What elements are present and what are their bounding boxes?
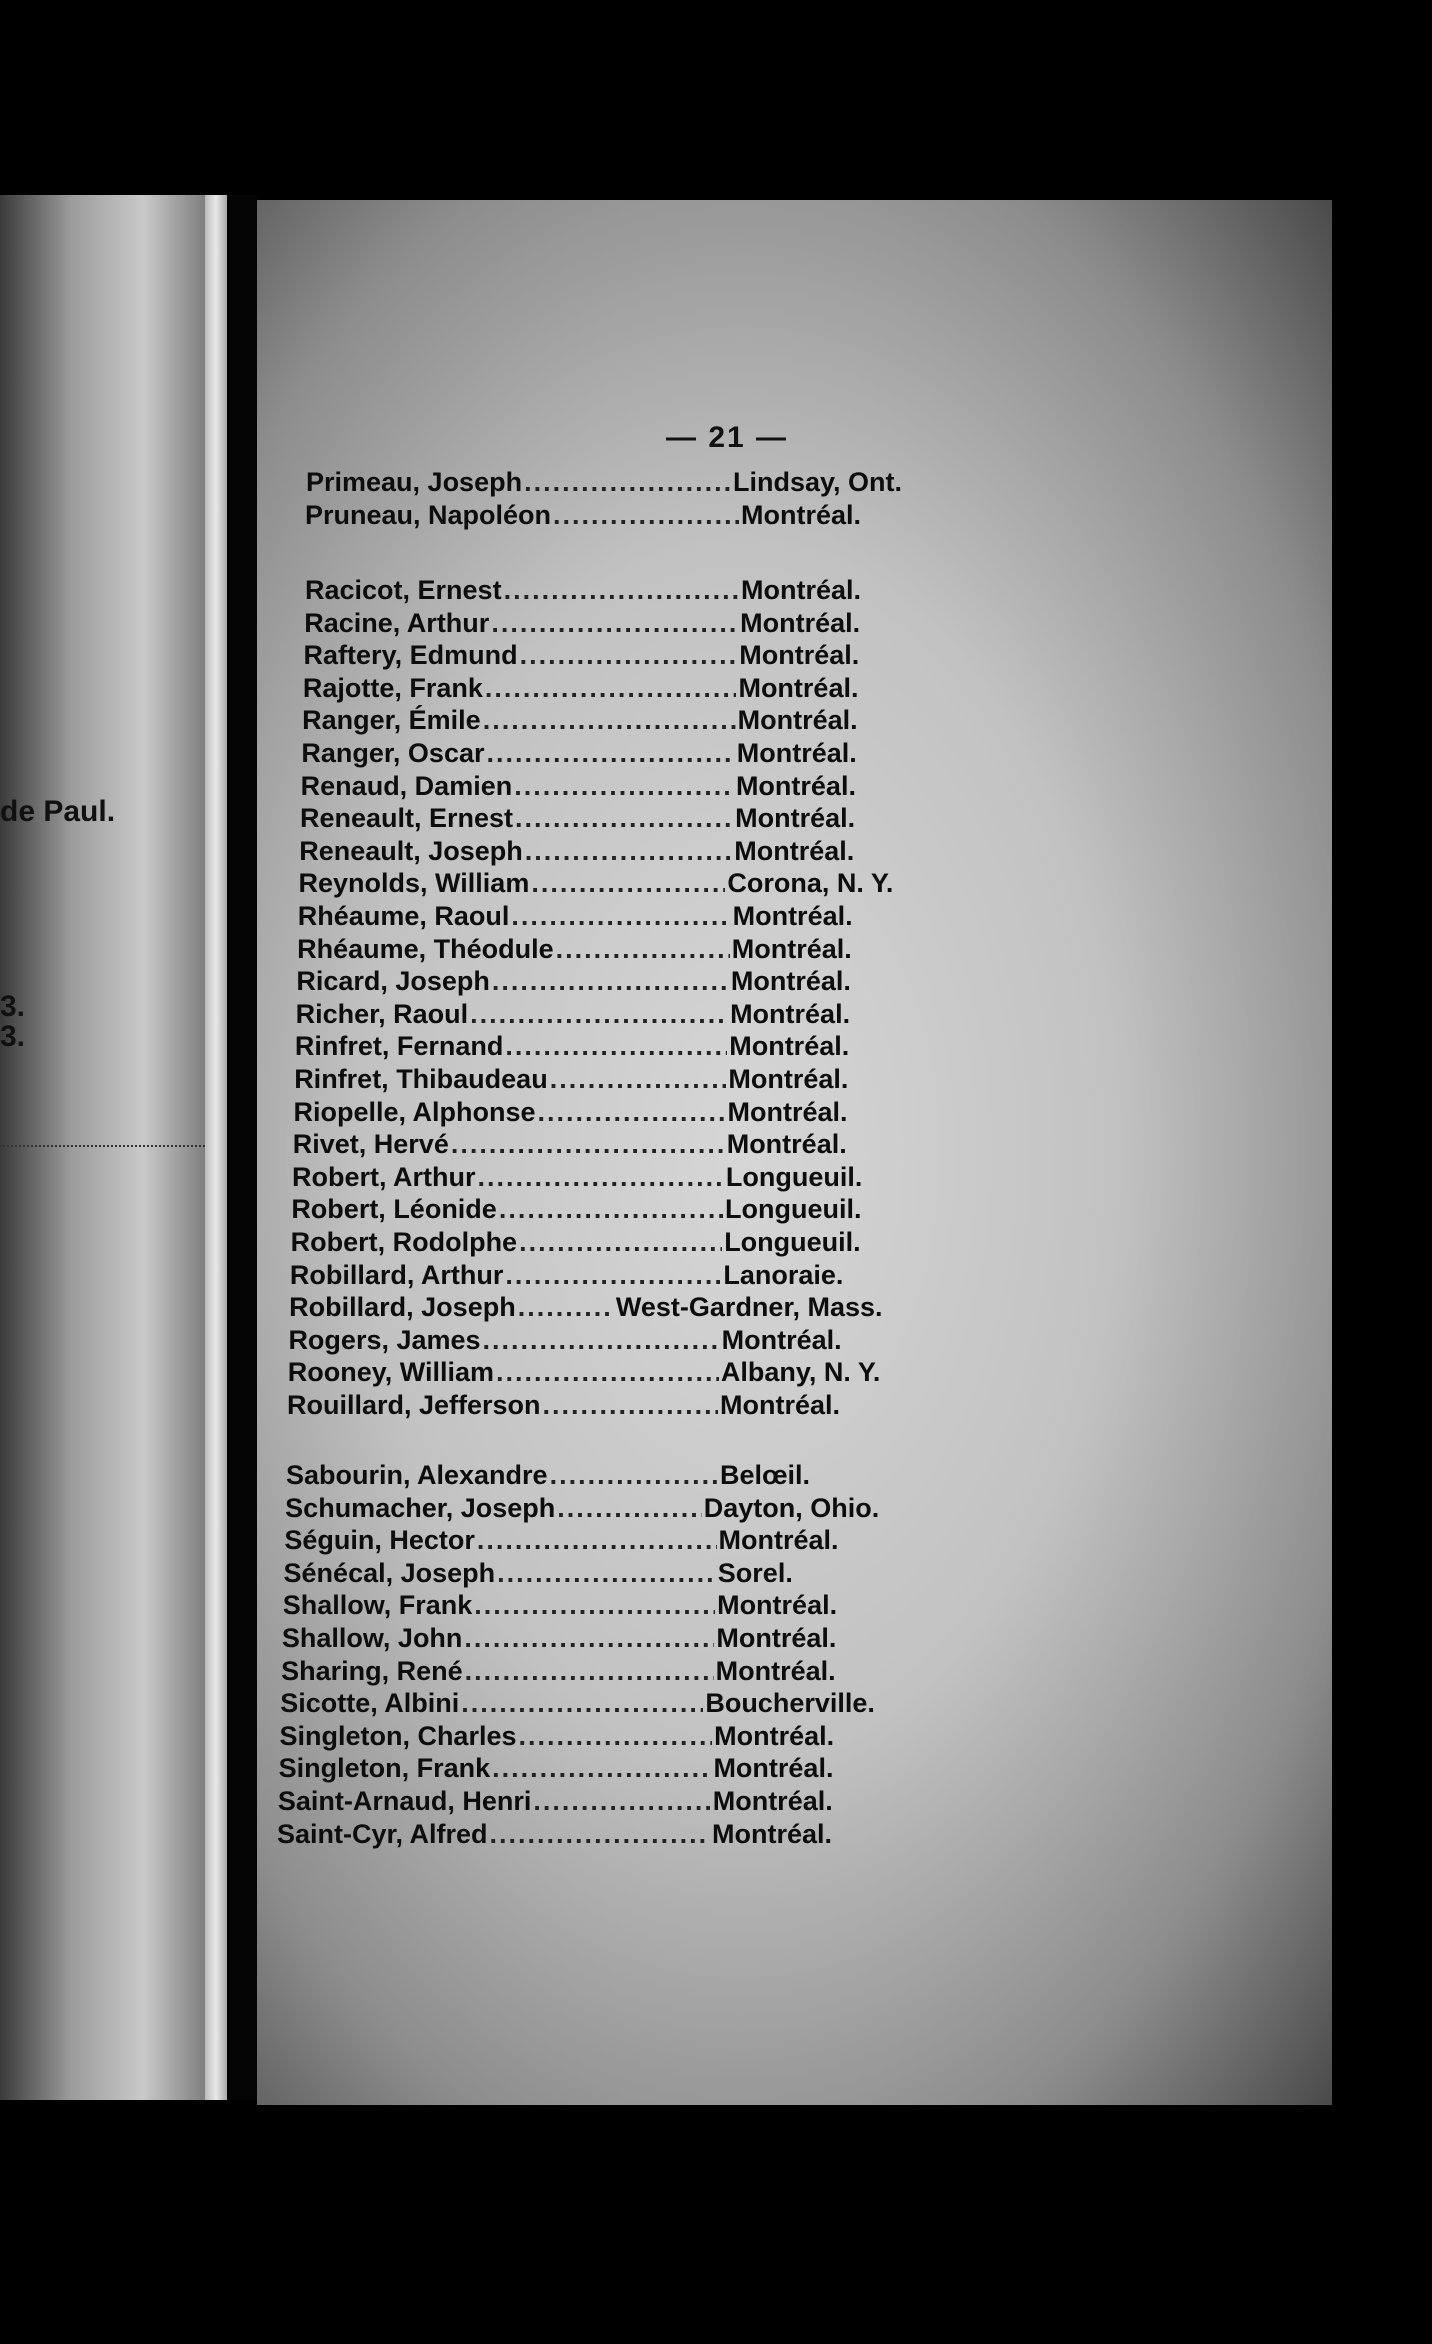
leader-dots [519,1227,722,1258]
list-item [290,1260,883,1293]
list-item [305,500,901,533]
place-name: Montréal. [731,933,852,964]
person-name: Reneault, Ernest [299,803,514,834]
list-item [278,1786,873,1819]
place-name: Montréal. [730,998,851,1029]
list-item [304,640,900,673]
list-item [291,1194,885,1227]
leader-dots [486,738,734,769]
list-item [291,1227,885,1260]
place-name: Montréal. [737,705,858,736]
list-item [295,1031,889,1064]
place-name: Montréal. [712,1818,833,1849]
list-item [303,673,899,706]
person-name: Racicot, Ernest [305,575,502,605]
leader-dots [519,1721,713,1752]
leader-dots [538,1097,726,1128]
leader-dots [550,1460,718,1491]
person-name: Reynolds, William [298,868,530,899]
person-name: Ranger, Oscar [301,738,485,768]
place-name: West-Gardner, Mass. [615,1292,883,1323]
person-name: Rhéaume, Théodule [297,933,554,964]
person-name: Riopelle, Alphonse [293,1096,536,1127]
list-item [289,1292,882,1325]
person-name: Robillard, Joseph [289,1292,516,1323]
person-name: Sharing, René [281,1655,463,1686]
leader-dots [478,1162,724,1193]
place-name: Montréal. [716,1623,837,1653]
place-name: Lindsay, Ont. [732,467,902,497]
leader-dots [511,901,730,932]
list-item [306,467,902,500]
leader-dots [556,934,730,965]
place-name: Montréal. [740,607,861,638]
leader-dots [483,705,736,736]
person-name: Robert, Rodolphe [290,1227,518,1257]
person-name: Rinfret, Fernand [294,1031,504,1062]
place-name: Montréal. [718,1525,839,1556]
place-name: Dayton, Ohio. [703,1492,880,1523]
person-name: Renaud, Damien [300,770,513,801]
list-item [285,1493,879,1526]
person-name: Sénécal, Joseph [283,1557,496,1588]
page-number: — 21 — [666,421,789,454]
list-item [279,1721,874,1754]
leader-dots [518,1292,614,1323]
person-name: Rouillard, Jefferson [287,1390,541,1420]
leader-dots [496,1357,719,1388]
leader-dots [553,500,739,531]
leader-dots [483,1325,720,1356]
place-name: Montréal. [717,1590,838,1621]
person-name: Rhéaume, Raoul [297,901,510,931]
person-name: Ricard, Joseph [296,966,490,997]
leader-dots [492,1753,711,1784]
leader-dots [499,1194,723,1225]
person-name: Reneault, Joseph [299,835,523,866]
left-fragment-text: de Paul. [0,795,116,828]
list-item [286,1460,880,1493]
place-name: Montréal. [721,1324,842,1355]
list-item [288,1325,881,1358]
leader-dots [505,1031,727,1062]
leader-dots [490,1819,710,1850]
list-item [305,575,901,608]
list-item [296,999,890,1032]
list-item [296,966,891,999]
person-name: Saint-Arnaud, Henri [277,1786,532,1816]
list-item [288,1357,881,1390]
leader-dots [533,1786,710,1817]
list-item [304,608,900,641]
list-item [279,1753,874,1786]
person-name: Schumacher, Joseph [285,1492,556,1523]
list-item [299,868,894,901]
list-item [284,1525,878,1558]
place-name: Montréal. [741,499,862,530]
leader-dots [515,803,733,834]
person-name: Raftery, Edmund [303,640,518,671]
leader-dots [464,1623,714,1654]
leader-dots [477,1525,717,1556]
place-name: Longueuil. [724,1227,861,1257]
list-item [284,1558,878,1591]
leader-dots [491,608,738,639]
left-page-rule [0,1145,205,1147]
person-name: Pruneau, Napoléon [305,499,552,530]
place-name: Montréal. [730,966,851,997]
left-fragment-text: 3. [0,990,26,1023]
leader-dots [524,467,731,498]
person-name: Shallow, Frank [282,1590,473,1621]
place-name: Montréal. [715,1655,836,1686]
leader-dots [485,673,737,704]
place-name: Montréal. [713,1753,834,1784]
leader-dots [504,575,739,606]
person-name: Rinfret, Thibaudeau [294,1064,548,1094]
place-name: Montréal. [736,738,857,768]
list-item [299,836,894,869]
list-item [294,1064,888,1097]
leader-dots [451,1129,725,1160]
person-name: Sabourin, Alexandre [286,1460,548,1490]
place-name: Longueuil. [725,1161,863,1192]
list-item [302,705,898,738]
person-name: Racine, Arthur [304,607,490,638]
leader-dots [520,640,738,671]
person-name: Robert, Léonide [291,1194,497,1225]
list-item [277,1819,872,1852]
leader-dots [474,1590,715,1621]
leader-dots [465,1656,714,1687]
list-item [281,1656,876,1689]
place-name: Boucherville. [705,1688,875,1719]
list-item [297,934,892,967]
person-name: Shallow, John [281,1623,463,1653]
place-name: Montréal. [738,672,859,703]
leader-dots [525,836,732,867]
person-name: Robillard, Arthur [289,1259,504,1290]
leader-dots [461,1688,703,1719]
left-fragment-text: 3. [0,1020,26,1053]
leader-dots [514,771,734,802]
list-item [300,803,895,836]
place-name: Montréal. [741,575,862,605]
place-name: Montréal. [728,1064,849,1094]
place-name: Montréal. [735,770,856,801]
place-name: Albany, N. Y. [720,1357,881,1388]
list-item [301,738,896,771]
person-name: Richer, Raoul [295,998,469,1029]
place-name: Montréal. [735,803,856,834]
leader-dots [492,966,729,997]
place-name: Sorel. [717,1557,793,1588]
place-name: Montréal. [727,1096,848,1127]
leader-dots [557,1493,701,1524]
leader-dots [531,868,725,899]
place-name: Montréal. [720,1390,841,1420]
list-item [301,771,896,804]
list-item [283,1590,877,1623]
place-name: Montréal. [714,1720,835,1751]
person-name: Singleton, Frank [278,1753,491,1784]
person-name: Saint-Cyr, Alfred [277,1818,488,1849]
person-name: Séguin, Hector [284,1525,475,1556]
person-name: Rogers, James [288,1324,481,1355]
person-name: Sicotte, Albini [280,1688,460,1719]
leader-dots [470,999,728,1030]
person-name: Singleton, Charles [279,1720,517,1751]
list-item [298,901,893,934]
list-item [282,1623,876,1656]
list-item [280,1688,875,1721]
person-name: Rooney, William [287,1357,495,1388]
person-name: Primeau, Joseph [306,467,523,497]
leader-dots [497,1558,716,1589]
leader-dots [543,1390,718,1421]
place-name: Belœil. [720,1460,811,1490]
place-name: Montréal. [729,1031,850,1062]
list-item [287,1390,880,1423]
place-name: Montréal. [739,640,860,671]
person-name: Rajotte, Frank [302,672,483,703]
list-item [293,1097,887,1130]
place-name: Montréal. [734,835,855,866]
person-name: Ranger, Émile [302,705,481,736]
left-page-fragment [0,195,205,2100]
place-name: Montréal. [726,1129,847,1160]
leader-dots [505,1260,721,1291]
person-name: Rivet, Hervé [292,1129,449,1160]
place-name: Longueuil. [725,1194,862,1225]
place-name: Corona, N. Y. [727,868,894,899]
place-name: Montréal. [732,901,853,931]
list-item [292,1162,886,1195]
page-gutter [205,195,227,2100]
binding-shadow [227,195,257,2100]
place-name: Montréal. [712,1786,833,1816]
person-name: Robert, Arthur [292,1161,476,1192]
leader-dots [550,1064,727,1095]
place-name: Lanoraie. [723,1259,844,1290]
list-item [293,1129,887,1162]
